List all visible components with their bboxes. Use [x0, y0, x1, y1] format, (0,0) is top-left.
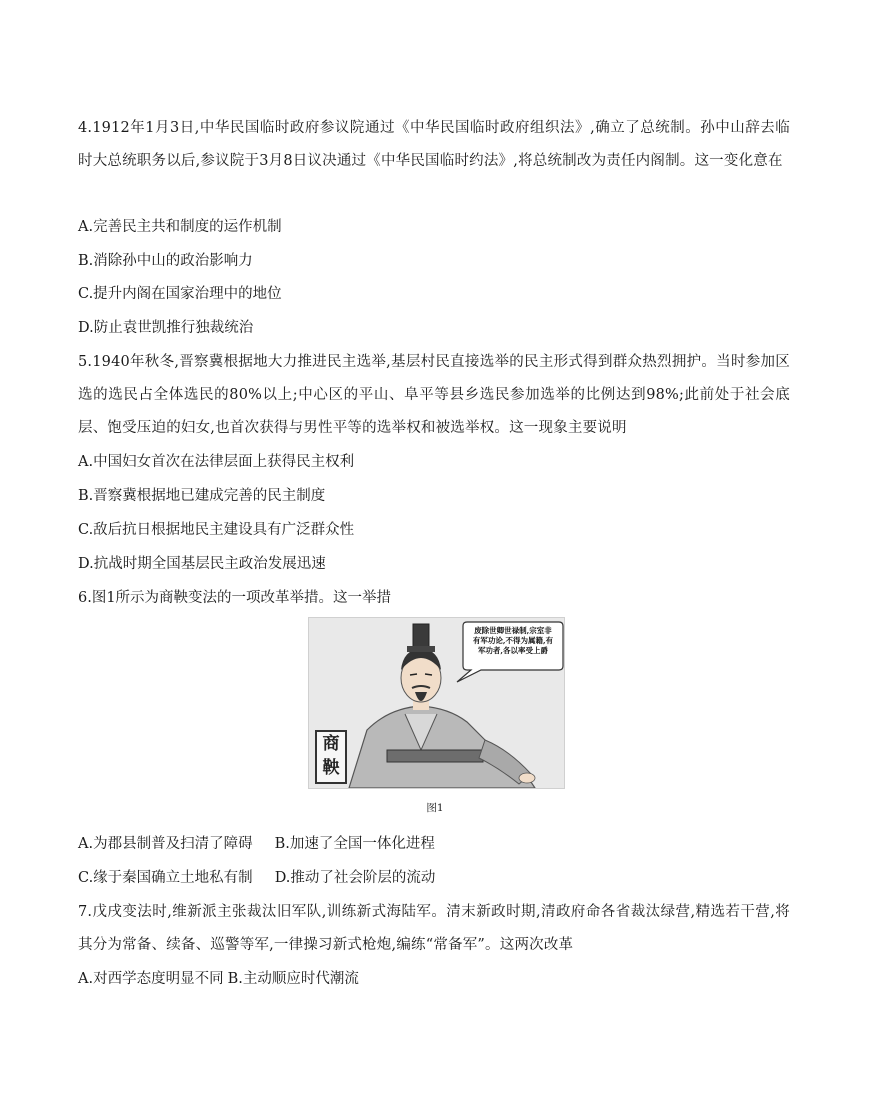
question-6-option-d: D.推动了社会阶层的流动: [274, 870, 436, 886]
question-6-option-c: C.缘于秦国确立土地私有制: [78, 870, 253, 886]
name-char-1: 商: [322, 734, 340, 754]
question-6-options-row-2: [78, 868, 435, 888]
question-4-stem: [78, 112, 790, 178]
question-6-option-a: A.为郡县制普及扫清了障碍: [78, 836, 253, 852]
speech-bubble-text: 废除世卿世禄制,宗室非有军功论,不得为属籍,有军功者,各以率受上爵: [472, 626, 554, 655]
figure-caption: 图1: [426, 802, 444, 814]
question-5-option-c: C.敌后抗日根据地民主建设具有广泛群众性: [78, 522, 355, 538]
figure-shang-yang: [308, 617, 565, 789]
question-7-option-a: A.对西学态度明显不同: [78, 971, 224, 987]
question-4-text: 4.1912年1月3日,中华民国临时政府参议院通过《中华民国临时政府组织法》,确立了总统制。孙中山辞去临时大总统职务以后,参议院于3月8日议决通过《中华民国临时约法》,将总统制改为责任内阁制。这一变化意在: [78, 120, 790, 169]
question-4-option-a: A.完善民主共和制度的运作机制: [78, 219, 282, 235]
question-5-option-b: B.晋察冀根据地已建成完善的民主制度: [78, 488, 326, 504]
question-5-option-d: D.抗战时期全国基层民主政治发展迅速: [78, 556, 326, 572]
question-4-option-b: B.消除孙中山的政治影响力: [78, 253, 253, 269]
question-6-options-row-1: [78, 834, 435, 854]
question-4-option-c: C.提升内阁在国家治理中的地位: [78, 286, 282, 302]
question-5-option-a: A.中国妇女首次在法律层面上获得民主权利: [78, 454, 355, 470]
question-7-text: 7.戊戌变法时,维新派主张裁汰旧军队,训练新式海陆军。清末新政时期,清政府命各省裁汰绿营,精选若干营,将其分为常备、续备、巡警等军,一律操习新式枪炮,编练“常备军”。这两次改革: [78, 904, 790, 953]
question-4-option-d: D.防止袁世凯推行独裁统治: [78, 320, 254, 336]
question-6-option-b: B.加速了全国一体化进程: [274, 836, 435, 852]
question-6-stem: 6.图1所示为商鞅变法的一项改革举措。这一举措: [78, 590, 392, 606]
name-char-2: 鞅: [322, 758, 340, 778]
question-5-text: 5.1940年秋冬,晋察冀根据地大力推进民主选举,基层村民直接选举的民主形式得到群众热烈拥护。当时参加区选的选民占全体选民的80%以上;中心区的平山、阜平等县乡选民参加选举的比例达到98%;此前处于社会底层、饱受压迫的妇女,也首次获得与男性平等的选举权和被选举权。这一现象主要说明: [78, 354, 790, 436]
question-7-stem: [78, 896, 790, 962]
question-7-option-b: B.主动顺应时代潮流: [227, 971, 359, 987]
question-7-options-row-1: [78, 969, 359, 989]
name-label-box: [315, 730, 347, 784]
question-5-stem: [78, 346, 790, 445]
